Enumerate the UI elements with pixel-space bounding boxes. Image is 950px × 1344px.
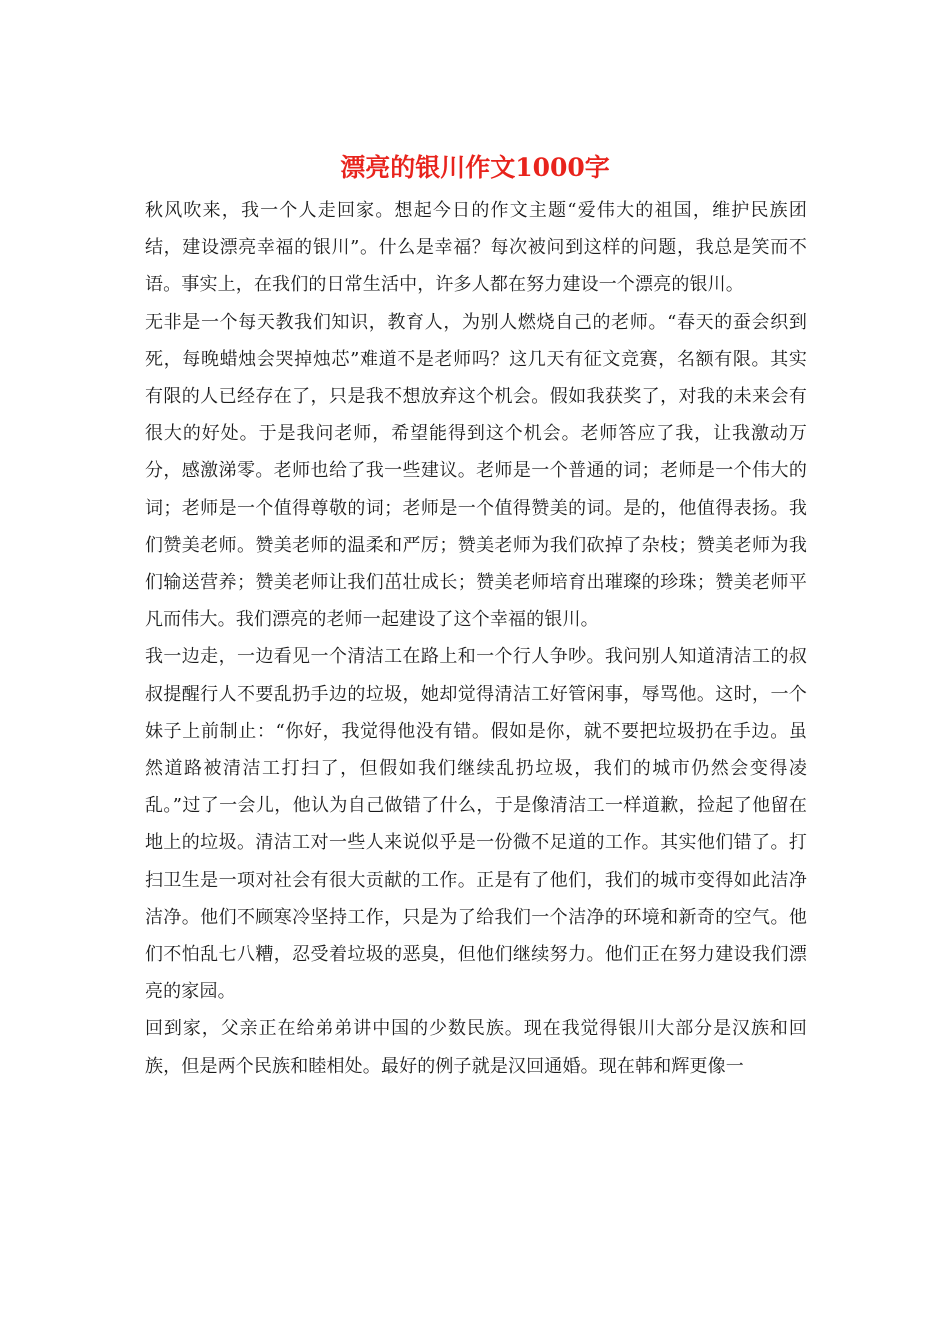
document-body: [145, 192, 807, 1085]
paragraph-1: 秋风吹来，我一个人走回家。想起今日的作文主题“爱伟大的祖国，维护民族团结，建设漂亮幸福的银川”。什么是幸福？每次被问到这样的问题，我总是笑而不语。事实上，在我们的日常生活中，许多人都在努力建设一个漂亮的银川。: [145, 200, 807, 296]
paragraph-4: 回到家，父亲正在给弟弟讲中国的少数民族。现在我觉得银川大部分是汉族和回族，但是两个民族和睦相处。最好的例子就是汉回通婚。现在韩和辉更像一: [145, 1018, 807, 1077]
document-title: 漂亮的银川作文1000字: [340, 153, 610, 182]
paragraph-3: 我一边走，一边看见一个清洁工在路上和一个行人争吵。我问别人知道清洁工的叔叔提醒行人不要乱扔手边的垃圾，她却觉得清洁工好管闲事，辱骂他。这时，一个妹子上前制止：“你好，我觉得他没有错。假如是你，就不要把垃圾扔在手边。虽然道路被清洁工打扫了，但假如我们继续乱扔垃圾，我们的城市仍然会变得凌乱。”过了一会儿，他认为自己做错了什么，于是像清洁工一样道歉，捡起了他留在地上的垃圾。清洁工对一些人来说似乎是一份微不足道的工作。其实他们错了。打扫卫生是一项对社会有很大贡献的工作。正是有了他们，我们的城市变得如此洁净洁净。他们不顾寒冷坚持工作，只是为了给我们一个洁净的环境和新奇的空气。他们不怕乱七八糟，忍受着垃圾的恶臭，但他们继续努力。他们正在努力建设我们漂亮的家园。: [145, 646, 807, 1003]
paragraph-2: 无非是一个每天教我们知识，教育人，为别人燃烧自己的老师。“春天的蚕会织到死，每晚蜡烛会哭掉烛芯”难道不是老师吗？这几天有征文竞赛，名额有限。其实有限的人已经存在了，只是我不想放弃这个机会。假如我获奖了，对我的未来会有很大的好处。于是我问老师，希望能得到这个机会。老师答应了我，让我激动万分，感激涕零。老师也给了我一些建议。老师是一个普通的词；老师是一个伟大的词；老师是一个值得尊敬的词；老师是一个值得赞美的词。是的，他值得表扬。我们赞美老师。赞美老师的温柔和严厉；赞美老师为我们砍掉了杂枝；赞美老师为我们输送营养；赞美老师让我们茁壮成长；赞美老师培育出璀璨的珍珠；赞美老师平凡而伟大。我们漂亮的老师一起建设了这个幸福的银川。: [145, 311, 807, 631]
